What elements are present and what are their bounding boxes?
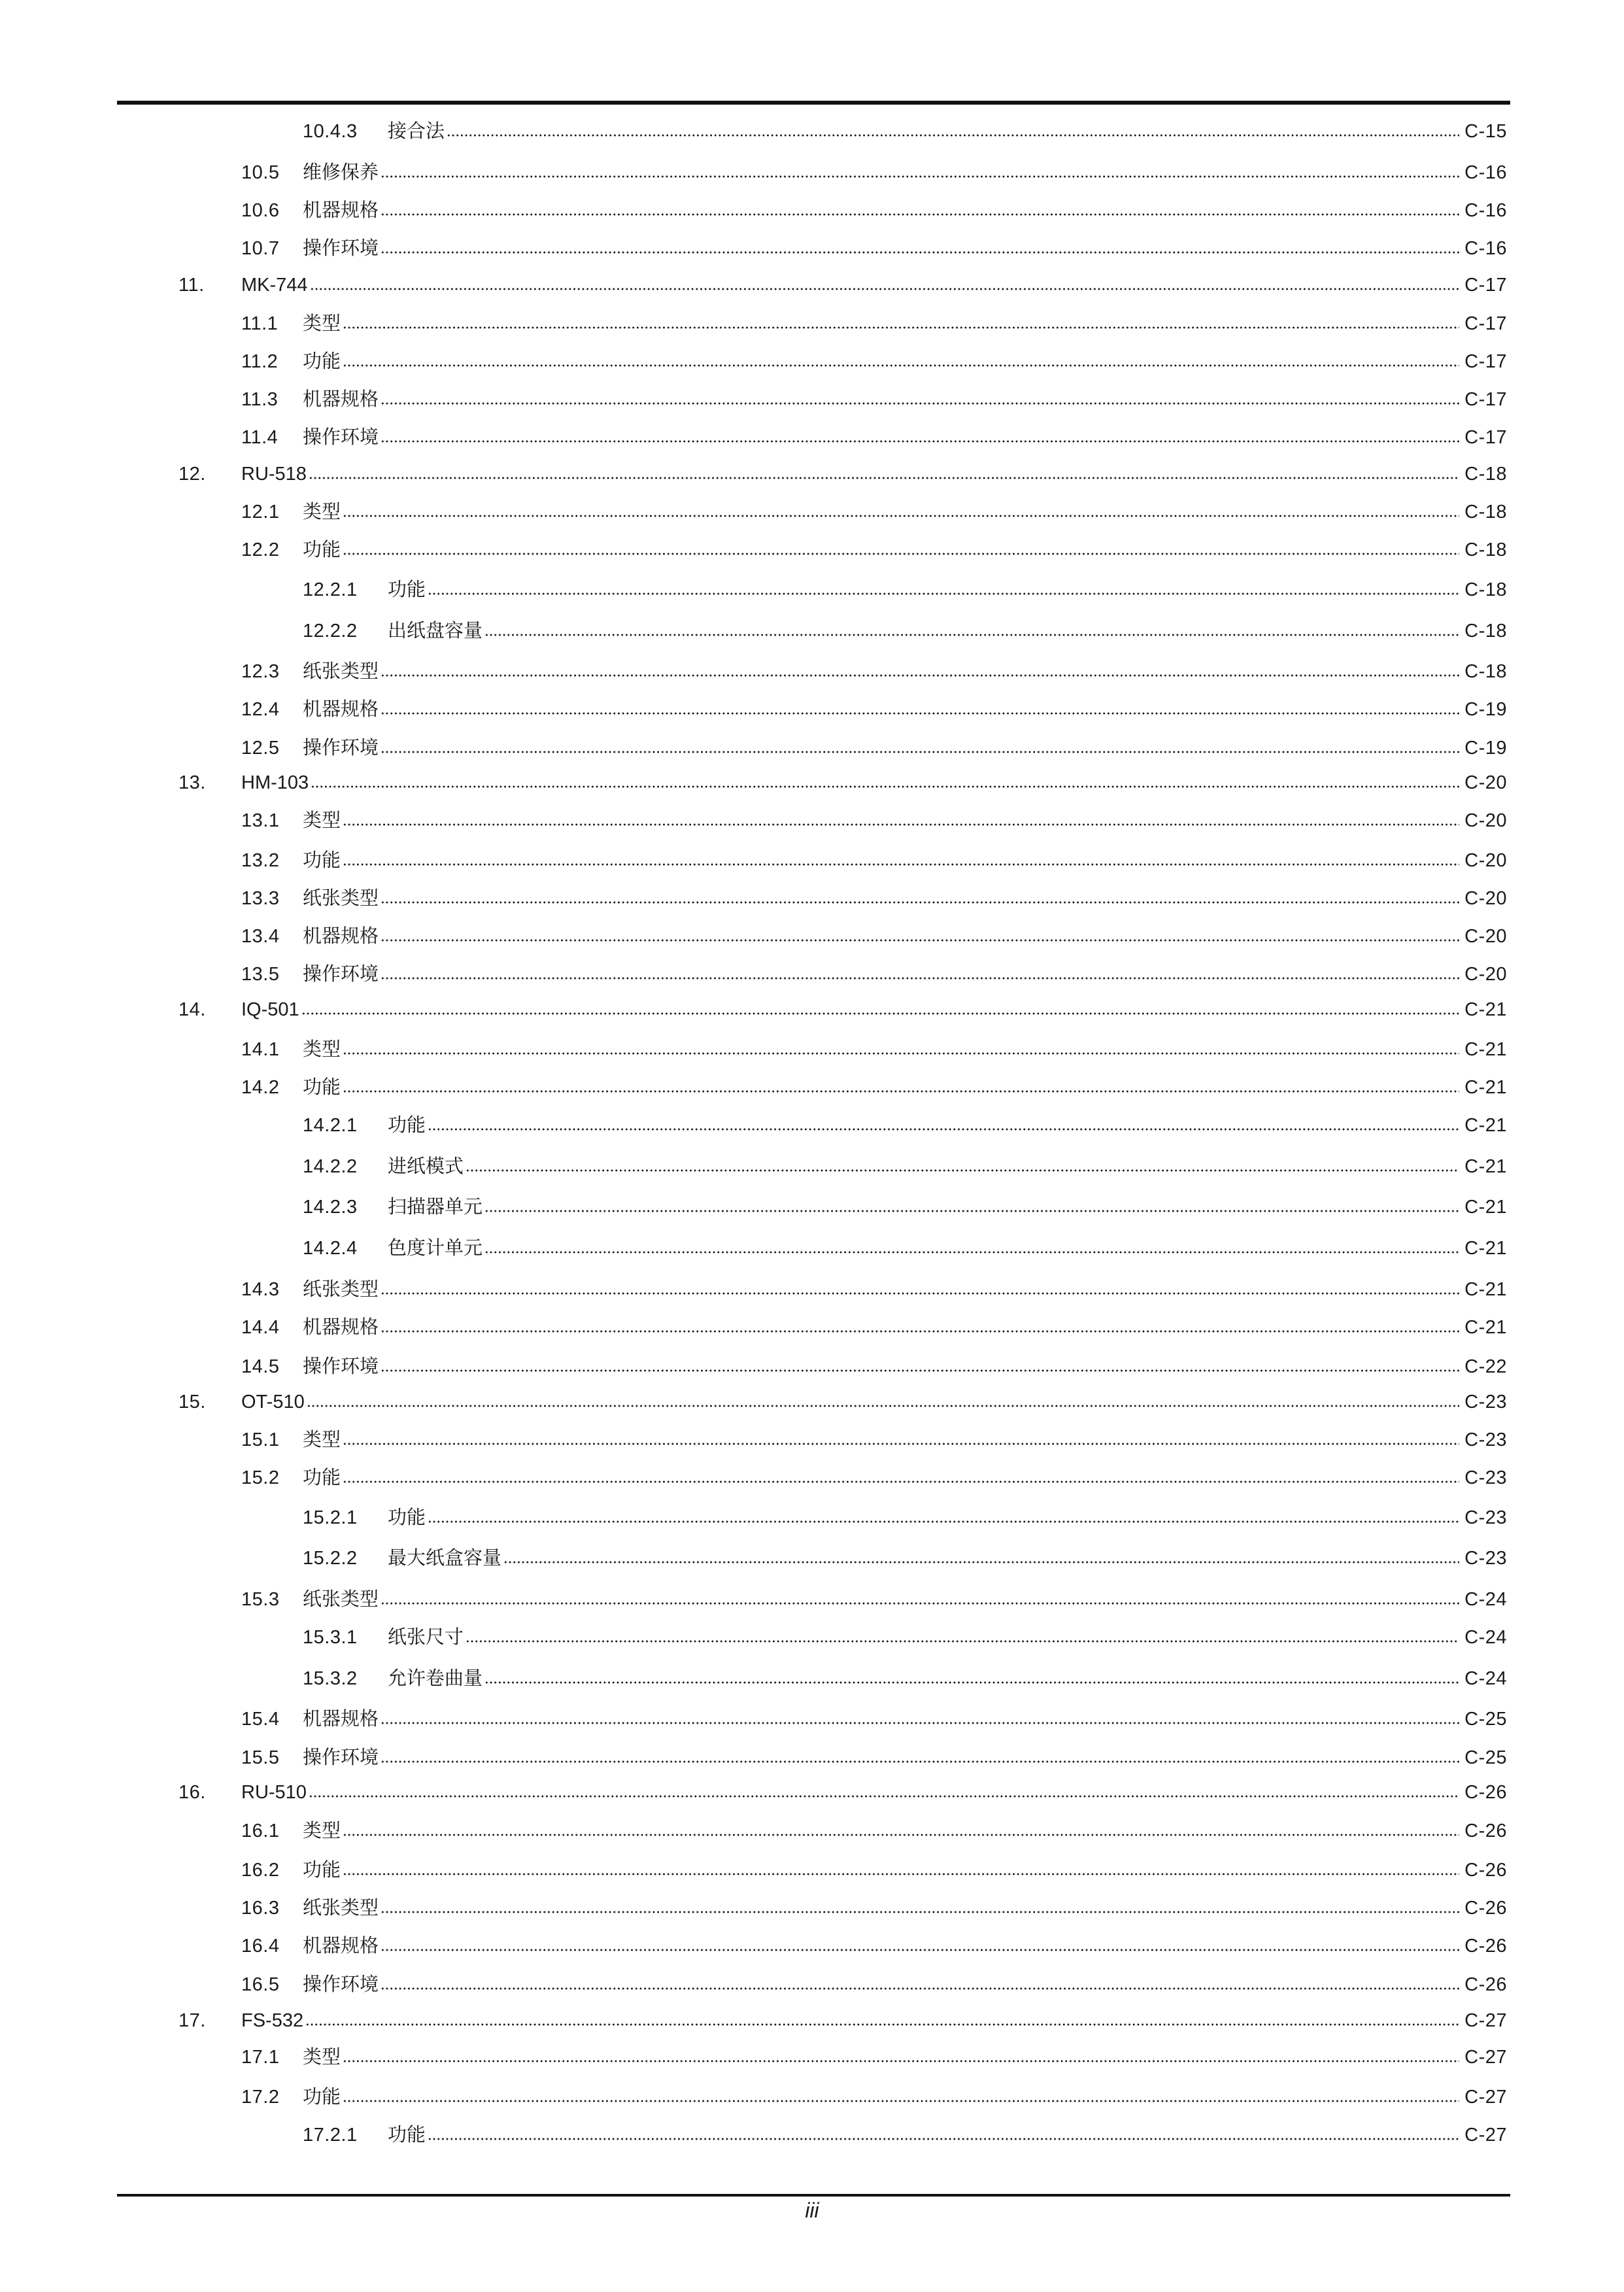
- toc-entry-number: 16.3: [241, 1898, 280, 1919]
- toc-entry-number: 11.1: [241, 313, 279, 334]
- dot-leader: [484, 1250, 1459, 1254]
- toc-entry-title: 功能: [388, 1114, 426, 1136]
- toc-entry: [0, 1745, 1624, 1771]
- toc-entry-title: 最大纸盒容量: [388, 1548, 502, 1569]
- toc-entry-title: 纸张类型: [303, 1898, 379, 1919]
- dot-leader: [381, 750, 1459, 754]
- toc-entry: [0, 1779, 1624, 1805]
- toc-entry-number: 16.1: [241, 1820, 280, 1841]
- toc-entry-page: C-21: [1464, 999, 1507, 1021]
- dot-leader: [381, 1721, 1459, 1725]
- toc-entry-number: 14.2.4: [303, 1237, 358, 1259]
- toc-entry: [0, 349, 1624, 375]
- page-number: iii: [805, 2198, 819, 2222]
- toc-entry-page: C-23: [1464, 1548, 1507, 1569]
- toc-entry-page: C-19: [1464, 737, 1507, 759]
- dot-leader: [343, 514, 1459, 518]
- toc-entry-title: MK-744: [241, 275, 308, 296]
- dot-leader: [381, 938, 1459, 942]
- toc-entry-number: 13.4: [241, 926, 280, 948]
- toc-entry-title: 操作环境: [303, 427, 379, 449]
- toc-entry-number: 14.3: [241, 1278, 280, 1300]
- toc-entry-title: 机器规格: [303, 1709, 379, 1730]
- toc-entry-page: C-18: [1464, 539, 1507, 561]
- toc-entry-title: 操作环境: [303, 964, 379, 985]
- toc-entry-page: C-21: [1464, 1278, 1507, 1300]
- toc-entry-page: C-27: [1464, 2047, 1507, 2068]
- toc-entry: [0, 424, 1624, 451]
- dot-leader: [343, 1480, 1459, 1484]
- dot-leader: [343, 2099, 1459, 2103]
- toc-entry-number: 14.5: [241, 1356, 280, 1378]
- toc-entry-number: 15.3: [241, 1588, 280, 1610]
- toc-entry-title: 进纸模式: [388, 1155, 464, 1177]
- toc-entry-page: C-21: [1464, 1155, 1507, 1177]
- toc-entry-page: C-21: [1464, 1114, 1507, 1136]
- toc-entry: [0, 1235, 1624, 1261]
- dot-leader: [465, 1169, 1459, 1172]
- toc-entry-number: 12.5: [241, 737, 280, 759]
- toc-entry-title: 纸张类型: [303, 888, 379, 910]
- toc-entry: [0, 735, 1624, 761]
- toc-entry-page: C-21: [1464, 1316, 1507, 1338]
- toc-entry: [0, 1666, 1624, 1692]
- toc-entry-number: 15.3.1: [303, 1627, 358, 1649]
- dot-leader: [503, 1560, 1459, 1564]
- toc-entry: [0, 847, 1624, 874]
- toc-entry-number: 16.5: [241, 1974, 280, 1995]
- toc-entry-title: 类型: [303, 810, 341, 832]
- dot-leader: [381, 711, 1459, 715]
- toc-entry-page: C-26: [1464, 1936, 1507, 1957]
- toc-entry-title: 类型: [303, 502, 341, 523]
- dot-leader: [381, 439, 1459, 443]
- dot-leader: [381, 1329, 1459, 1333]
- toc-entry-title: 允许卷曲量: [388, 1668, 483, 1689]
- dot-leader: [428, 1127, 1459, 1131]
- toc-entry-page: C-17: [1464, 313, 1507, 334]
- dot-leader: [343, 823, 1459, 827]
- toc-entry-number: 12.2: [241, 539, 280, 561]
- dot-leader: [381, 674, 1459, 677]
- toc-entry-page: C-27: [1464, 2086, 1507, 2108]
- toc-entry-title: 扫描器单元: [388, 1197, 483, 1218]
- toc-entry-number: 15.4: [241, 1709, 280, 1730]
- dot-leader: [381, 1987, 1459, 1991]
- dot-leader: [343, 1089, 1459, 1093]
- dot-leader: [447, 133, 1459, 137]
- toc-entry: [0, 1154, 1624, 1180]
- toc-entry: [0, 618, 1624, 644]
- toc-entry-title: RU-518: [241, 464, 307, 485]
- toc-entry-number: 17.: [178, 2010, 206, 2032]
- toc-entry-number: 10.4.3: [303, 121, 358, 143]
- toc-entry-page: C-27: [1464, 2010, 1507, 2032]
- toc-entry-page: C-20: [1464, 849, 1507, 871]
- toc-entry-title: 类型: [303, 1429, 341, 1451]
- toc-entry-title: 功能: [303, 1076, 341, 1098]
- toc-entry-title: 功能: [303, 539, 341, 561]
- dot-leader: [309, 476, 1459, 480]
- toc-entry-number: 13.2: [241, 849, 280, 871]
- dot-leader: [307, 1404, 1459, 1408]
- toc-entry-number: 11.2: [241, 351, 279, 372]
- toc-entry: [0, 1972, 1624, 1998]
- toc-entry: [0, 770, 1624, 796]
- toc-entry-number: 10.6: [241, 200, 280, 222]
- toc-entry-title: 机器规格: [303, 388, 379, 410]
- dot-leader: [343, 2059, 1459, 2063]
- toc-entry-title: 功能: [303, 1467, 341, 1489]
- toc-entry-title: 类型: [303, 2047, 341, 2068]
- footer-rule: [117, 2194, 1510, 2197]
- toc-entry-page: C-23: [1464, 1429, 1507, 1451]
- toc-entry-number: 10.5: [241, 162, 280, 184]
- toc-entry: [0, 961, 1624, 987]
- toc-entry: [0, 311, 1624, 337]
- toc-entry-number: 16.2: [241, 1859, 280, 1881]
- toc-entry-number: 14.2.2: [303, 1155, 358, 1177]
- toc-entry-page: C-24: [1464, 1588, 1507, 1610]
- toc-entry-title: 操作环境: [303, 1356, 379, 1378]
- toc-entry-page: C-18: [1464, 579, 1507, 600]
- dot-leader: [343, 326, 1459, 330]
- toc-entry-page: C-26: [1464, 1898, 1507, 1919]
- toc-entry: [0, 1706, 1624, 1732]
- toc-entry: [0, 1545, 1624, 1571]
- toc-entry-title: 功能: [388, 1507, 426, 1528]
- toc-entry: [0, 1194, 1624, 1220]
- dot-leader: [309, 1794, 1459, 1798]
- toc-entry-page: C-25: [1464, 1709, 1507, 1730]
- toc-entry-title: IQ-501: [241, 999, 299, 1021]
- toc-entry-number: 15.2: [241, 1467, 280, 1489]
- toc-entry: [0, 1314, 1624, 1341]
- toc-entry-page: C-23: [1464, 1391, 1507, 1412]
- toc-entry-number: 13.5: [241, 964, 280, 985]
- dot-leader: [311, 785, 1459, 789]
- toc-entry: [0, 1112, 1624, 1138]
- toc-entry-page: C-16: [1464, 162, 1507, 184]
- toc-entry-number: 14.2.3: [303, 1197, 358, 1218]
- toc-entry-number: 15.1: [241, 1429, 280, 1451]
- toc-entry-number: 12.4: [241, 699, 280, 721]
- toc-entry: [0, 696, 1624, 723]
- toc-entry-number: 15.: [178, 1391, 206, 1412]
- toc-entry-page: C-18: [1464, 661, 1507, 683]
- toc-entry-number: 11.3: [241, 388, 279, 410]
- toc-entry-title: 机器规格: [303, 200, 379, 222]
- toc-entry-number: 14.2: [241, 1076, 280, 1098]
- toc-entry-number: 15.2.2: [303, 1548, 358, 1569]
- toc-entry-page: C-24: [1464, 1627, 1507, 1649]
- dot-leader: [310, 287, 1460, 291]
- dot-leader: [381, 1910, 1459, 1914]
- toc-entry-title: 机器规格: [303, 926, 379, 948]
- dot-leader: [343, 863, 1459, 866]
- toc-entry-number: 17.2.1: [303, 2125, 358, 2146]
- dot-leader: [381, 900, 1459, 904]
- toc-entry-number: 12.: [178, 464, 206, 485]
- toc-entry-page: C-20: [1464, 888, 1507, 910]
- dot-leader: [343, 1442, 1459, 1446]
- toc-entry-page: C-21: [1464, 1076, 1507, 1098]
- toc-entry-title: 纸张尺寸: [388, 1627, 464, 1649]
- dot-leader: [428, 2137, 1459, 2141]
- toc-entry-number: 16.4: [241, 1936, 280, 1957]
- dot-leader: [381, 250, 1459, 254]
- toc-entry-page: C-20: [1464, 810, 1507, 832]
- toc-entry: [0, 160, 1624, 186]
- toc-entry-title: FS-532: [241, 2010, 304, 2032]
- toc-entry-number: 14.2.1: [303, 1114, 358, 1136]
- toc-entry-title: 操作环境: [303, 1974, 379, 1995]
- dot-leader: [343, 552, 1459, 556]
- toc-entry-page: C-21: [1464, 1197, 1507, 1218]
- dot-leader: [381, 402, 1459, 405]
- toc-entry: [0, 1074, 1624, 1101]
- toc-entry: [0, 808, 1624, 834]
- toc-entry: [0, 499, 1624, 525]
- toc-entry: [0, 2044, 1624, 2070]
- toc-entry-number: 14.: [178, 999, 206, 1021]
- dot-leader: [484, 1209, 1459, 1213]
- toc-entry-number: 13.: [178, 772, 206, 794]
- dot-leader: [465, 1639, 1459, 1643]
- toc-entry-title: OT-510: [241, 1391, 305, 1412]
- toc-entry-title: 纸张类型: [303, 1588, 379, 1610]
- dot-leader: [343, 364, 1459, 368]
- dot-leader: [381, 1760, 1459, 1764]
- toc-entry: [0, 1465, 1624, 1491]
- dot-leader: [381, 1601, 1459, 1605]
- toc-entry: [0, 1857, 1624, 1883]
- toc-entry-title: 功能: [303, 1859, 341, 1881]
- toc-entry: [0, 885, 1624, 912]
- toc-entry: [0, 1505, 1624, 1531]
- dot-leader: [343, 1052, 1459, 1055]
- dot-leader: [305, 2023, 1459, 2027]
- toc-entry-title: 类型: [303, 313, 341, 334]
- toc-entry-number: 12.1: [241, 502, 280, 523]
- toc-entry-number: 15.3.2: [303, 1668, 358, 1689]
- dot-leader: [428, 1520, 1459, 1524]
- toc-entry-page: C-17: [1464, 275, 1507, 296]
- toc-entry: [0, 235, 1624, 262]
- toc-entry: [0, 2084, 1624, 2110]
- toc-entry-page: C-20: [1464, 926, 1507, 948]
- toc-entry-page: C-26: [1464, 1820, 1507, 1841]
- toc-entry-page: C-15: [1464, 121, 1507, 143]
- toc-entry: [0, 197, 1624, 224]
- dot-leader: [484, 633, 1459, 637]
- toc-entry-title: HM-103: [241, 772, 309, 794]
- toc-entry-title: 纸张类型: [303, 1278, 379, 1300]
- toc-entry: [0, 2008, 1624, 2034]
- toc-entry-number: 11.: [178, 275, 205, 296]
- toc-entry-number: 15.2.1: [303, 1507, 358, 1528]
- toc-entry-title: 机器规格: [303, 1936, 379, 1957]
- toc-entry: [0, 2122, 1624, 2148]
- toc-entry-title: 功能: [303, 2086, 341, 2108]
- toc-entry-number: 12.2.2: [303, 620, 358, 641]
- toc-entry-number: 17.1: [241, 2047, 280, 2068]
- toc-entry-page: C-20: [1464, 964, 1507, 985]
- toc-entry-title: 出纸盘容量: [388, 620, 483, 641]
- toc-entry-page: C-26: [1464, 1859, 1507, 1881]
- toc-entry: [0, 1586, 1624, 1613]
- dot-leader: [301, 1012, 1459, 1016]
- toc-entry-number: 15.5: [241, 1747, 280, 1768]
- toc-entry-number: 10.7: [241, 238, 280, 260]
- toc-entry: [0, 272, 1624, 298]
- toc-entry: [0, 1276, 1624, 1303]
- toc-entry-number: 14.4: [241, 1316, 280, 1338]
- toc-entry-title: 机器规格: [303, 1316, 379, 1338]
- toc-entry-title: 功能: [388, 579, 426, 600]
- toc-entry: [0, 1933, 1624, 1959]
- toc-entry-page: C-27: [1464, 2125, 1507, 2146]
- dot-leader: [343, 1872, 1459, 1876]
- toc-entry-page: C-17: [1464, 427, 1507, 449]
- dot-leader: [484, 1681, 1459, 1685]
- toc-entry-page: C-22: [1464, 1356, 1507, 1378]
- toc-entry: [0, 1427, 1624, 1453]
- toc-entry-page: C-26: [1464, 1974, 1507, 1995]
- toc-entry-title: 操作环境: [303, 238, 379, 260]
- toc-entry-title: 操作环境: [303, 1747, 379, 1768]
- toc-entry: [0, 1895, 1624, 1921]
- toc-entry: [0, 997, 1624, 1023]
- toc-entry-page: C-20: [1464, 772, 1507, 794]
- toc-entry-number: 11.4: [241, 427, 279, 449]
- toc-entry: [0, 659, 1624, 685]
- toc-entry: [0, 461, 1624, 487]
- toc-entry-number: 13.1: [241, 810, 280, 832]
- toc-entry-number: 12.2.1: [303, 579, 358, 600]
- toc-entry-title: 类型: [303, 1038, 341, 1060]
- toc-entry-page: C-16: [1464, 238, 1507, 260]
- toc-entry-number: 17.2: [241, 2086, 280, 2108]
- toc-entry-title: 功能: [388, 2125, 426, 2146]
- toc-entry: [0, 1036, 1624, 1063]
- toc-entry-number: 13.3: [241, 888, 280, 910]
- toc-entry-page: C-19: [1464, 699, 1507, 721]
- dot-leader: [381, 1291, 1459, 1295]
- dot-leader: [343, 1833, 1459, 1837]
- toc-entry-page: C-26: [1464, 1782, 1507, 1804]
- toc-entry: [0, 537, 1624, 563]
- toc-entry-title: 维修保养: [303, 162, 379, 184]
- dot-leader: [428, 592, 1459, 596]
- toc-entry-title: 接合法: [388, 121, 445, 143]
- dot-leader: [381, 213, 1459, 216]
- toc-entry-page: C-21: [1464, 1237, 1507, 1259]
- dot-leader: [381, 175, 1459, 179]
- toc-entry: [0, 577, 1624, 603]
- toc-entry-page: C-23: [1464, 1507, 1507, 1528]
- dot-leader: [381, 1948, 1459, 1952]
- toc-entry: [0, 118, 1624, 145]
- toc-entry: [0, 1818, 1624, 1844]
- toc-entry-number: 12.3: [241, 661, 280, 683]
- toc-entry-number: 16.: [178, 1782, 206, 1804]
- toc-entry: [0, 1624, 1624, 1651]
- toc-entry-page: C-18: [1464, 502, 1507, 523]
- toc-entry-title: 色度计单元: [388, 1237, 483, 1259]
- toc-entry-title: 纸张类型: [303, 661, 379, 683]
- toc-entry-page: C-16: [1464, 200, 1507, 222]
- toc-entry-page: C-24: [1464, 1668, 1507, 1689]
- toc-entry-title: 机器规格: [303, 699, 379, 721]
- toc-entry-page: C-25: [1464, 1747, 1507, 1768]
- toc-entry-title: 功能: [303, 849, 341, 871]
- dot-leader: [381, 976, 1459, 980]
- dot-leader: [381, 1369, 1459, 1373]
- toc-entry-number: 14.1: [241, 1038, 280, 1060]
- toc-entry-page: C-17: [1464, 351, 1507, 372]
- toc-entry-page: C-21: [1464, 1038, 1507, 1060]
- toc-entry: [0, 386, 1624, 413]
- toc-entry: [0, 1389, 1624, 1415]
- toc-entry-page: C-17: [1464, 388, 1507, 410]
- toc-entry-title: 操作环境: [303, 737, 379, 759]
- toc-entry-page: C-18: [1464, 620, 1507, 641]
- toc-entry-title: 功能: [303, 351, 341, 372]
- toc-entry-title: RU-510: [241, 1782, 307, 1804]
- toc-entry: [0, 1354, 1624, 1380]
- toc-entry: [0, 923, 1624, 949]
- toc-entry-page: C-18: [1464, 464, 1507, 485]
- toc-entry-title: 类型: [303, 1820, 341, 1841]
- toc-entry-page: C-23: [1464, 1467, 1507, 1489]
